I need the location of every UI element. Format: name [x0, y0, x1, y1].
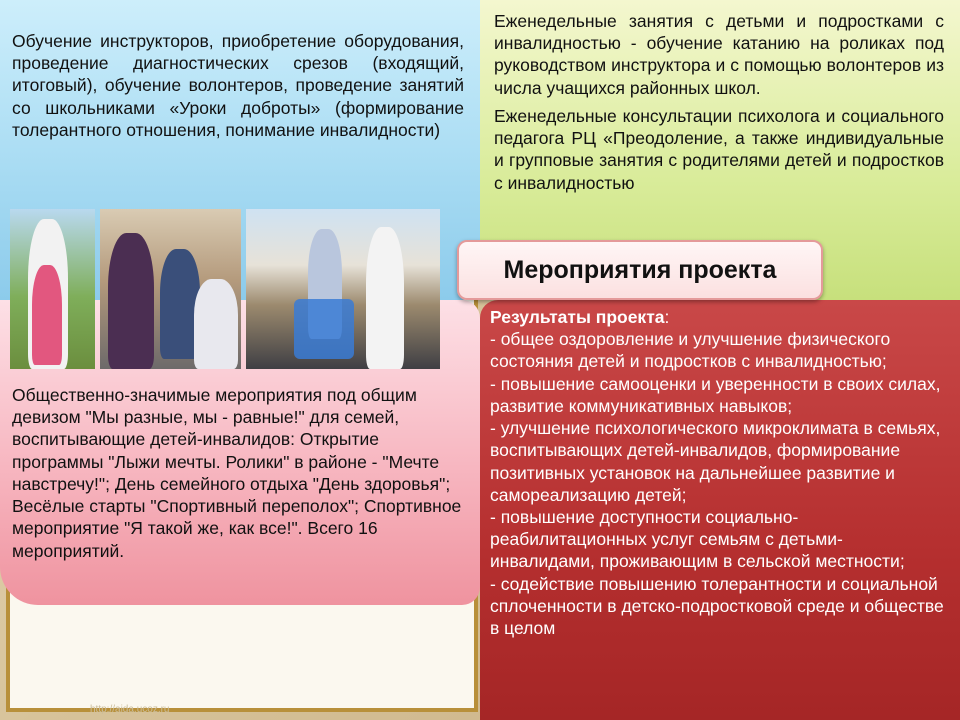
results-colon: :: [664, 307, 670, 327]
result-item: - содействие повышению толерантности и социальной сплоченности в детско-подростковой среде и обществе в целом: [490, 573, 944, 639]
photo-walker-training: [246, 209, 440, 369]
weekly-classes-text: Еженедельные занятия с детьми и подростками с инвалидностью - обучение катанию на роликах под руководством инструктора и с помощью волонтеров из числа учащихся районных школ.: [494, 11, 944, 98]
results-heading: [490, 306, 946, 328]
result-item: - повышение доступности социально-реабилитационных услуг семьям с детьми-инвалидами, проживающим в сельской местности;: [490, 506, 905, 572]
watermark: http://aida.ucoz.ru: [90, 704, 170, 715]
result-item: - повышение самооценки и уверенности в своих силах, развитие коммуникативных навыков;: [490, 373, 941, 416]
consultations-text: Еженедельные консультации психолога и социального педагога РЦ «Преодоление, а также индивидуальные и групповые занятия с родителями детей и подростков с инвалидностью: [494, 105, 944, 193]
result-item: - общее оздоровление и улучшение физического состояния детей и подростков с инвалидностью;: [490, 329, 891, 372]
project-events-banner: [457, 240, 823, 300]
results-title: Результаты проекта: [490, 307, 665, 327]
result-item: - улучшение психологического микроклимата в семьях, воспитывающих детей-инвалидов, формирование позитивных установок на дальнейшее развитие и самореализацию детей;: [490, 418, 941, 505]
photo-group-wheelchair: [100, 209, 241, 369]
training-text: Обучение инструкторов, приобретение оборудования, проведение диагностических срезов (входящий, итоговый), обучение волонтеров, проведение занятий со школьниками «Уроки доброты» (формирование толерантного отношения, понимание инвалидности): [12, 31, 464, 140]
photo-instructor-with-child: [10, 209, 95, 369]
banner-title: Мероприятия проекта: [503, 255, 777, 284]
panel-results: [480, 300, 960, 720]
events-text: Общественно-значимые мероприятия под общим девизом "Мы разные, мы - равные!" для семей, воспитывающие детей-инвалидов: Открытие программы "Лыжи мечты. Ролики" в районе - "Мечте навстречу!"; День семейного отдыха "День здоровья"; Весёлые старты "Спортивный переполох"; Спортивное мероприятие "Я такой же, как все!". Всего 16 мероприятий.: [12, 385, 462, 561]
